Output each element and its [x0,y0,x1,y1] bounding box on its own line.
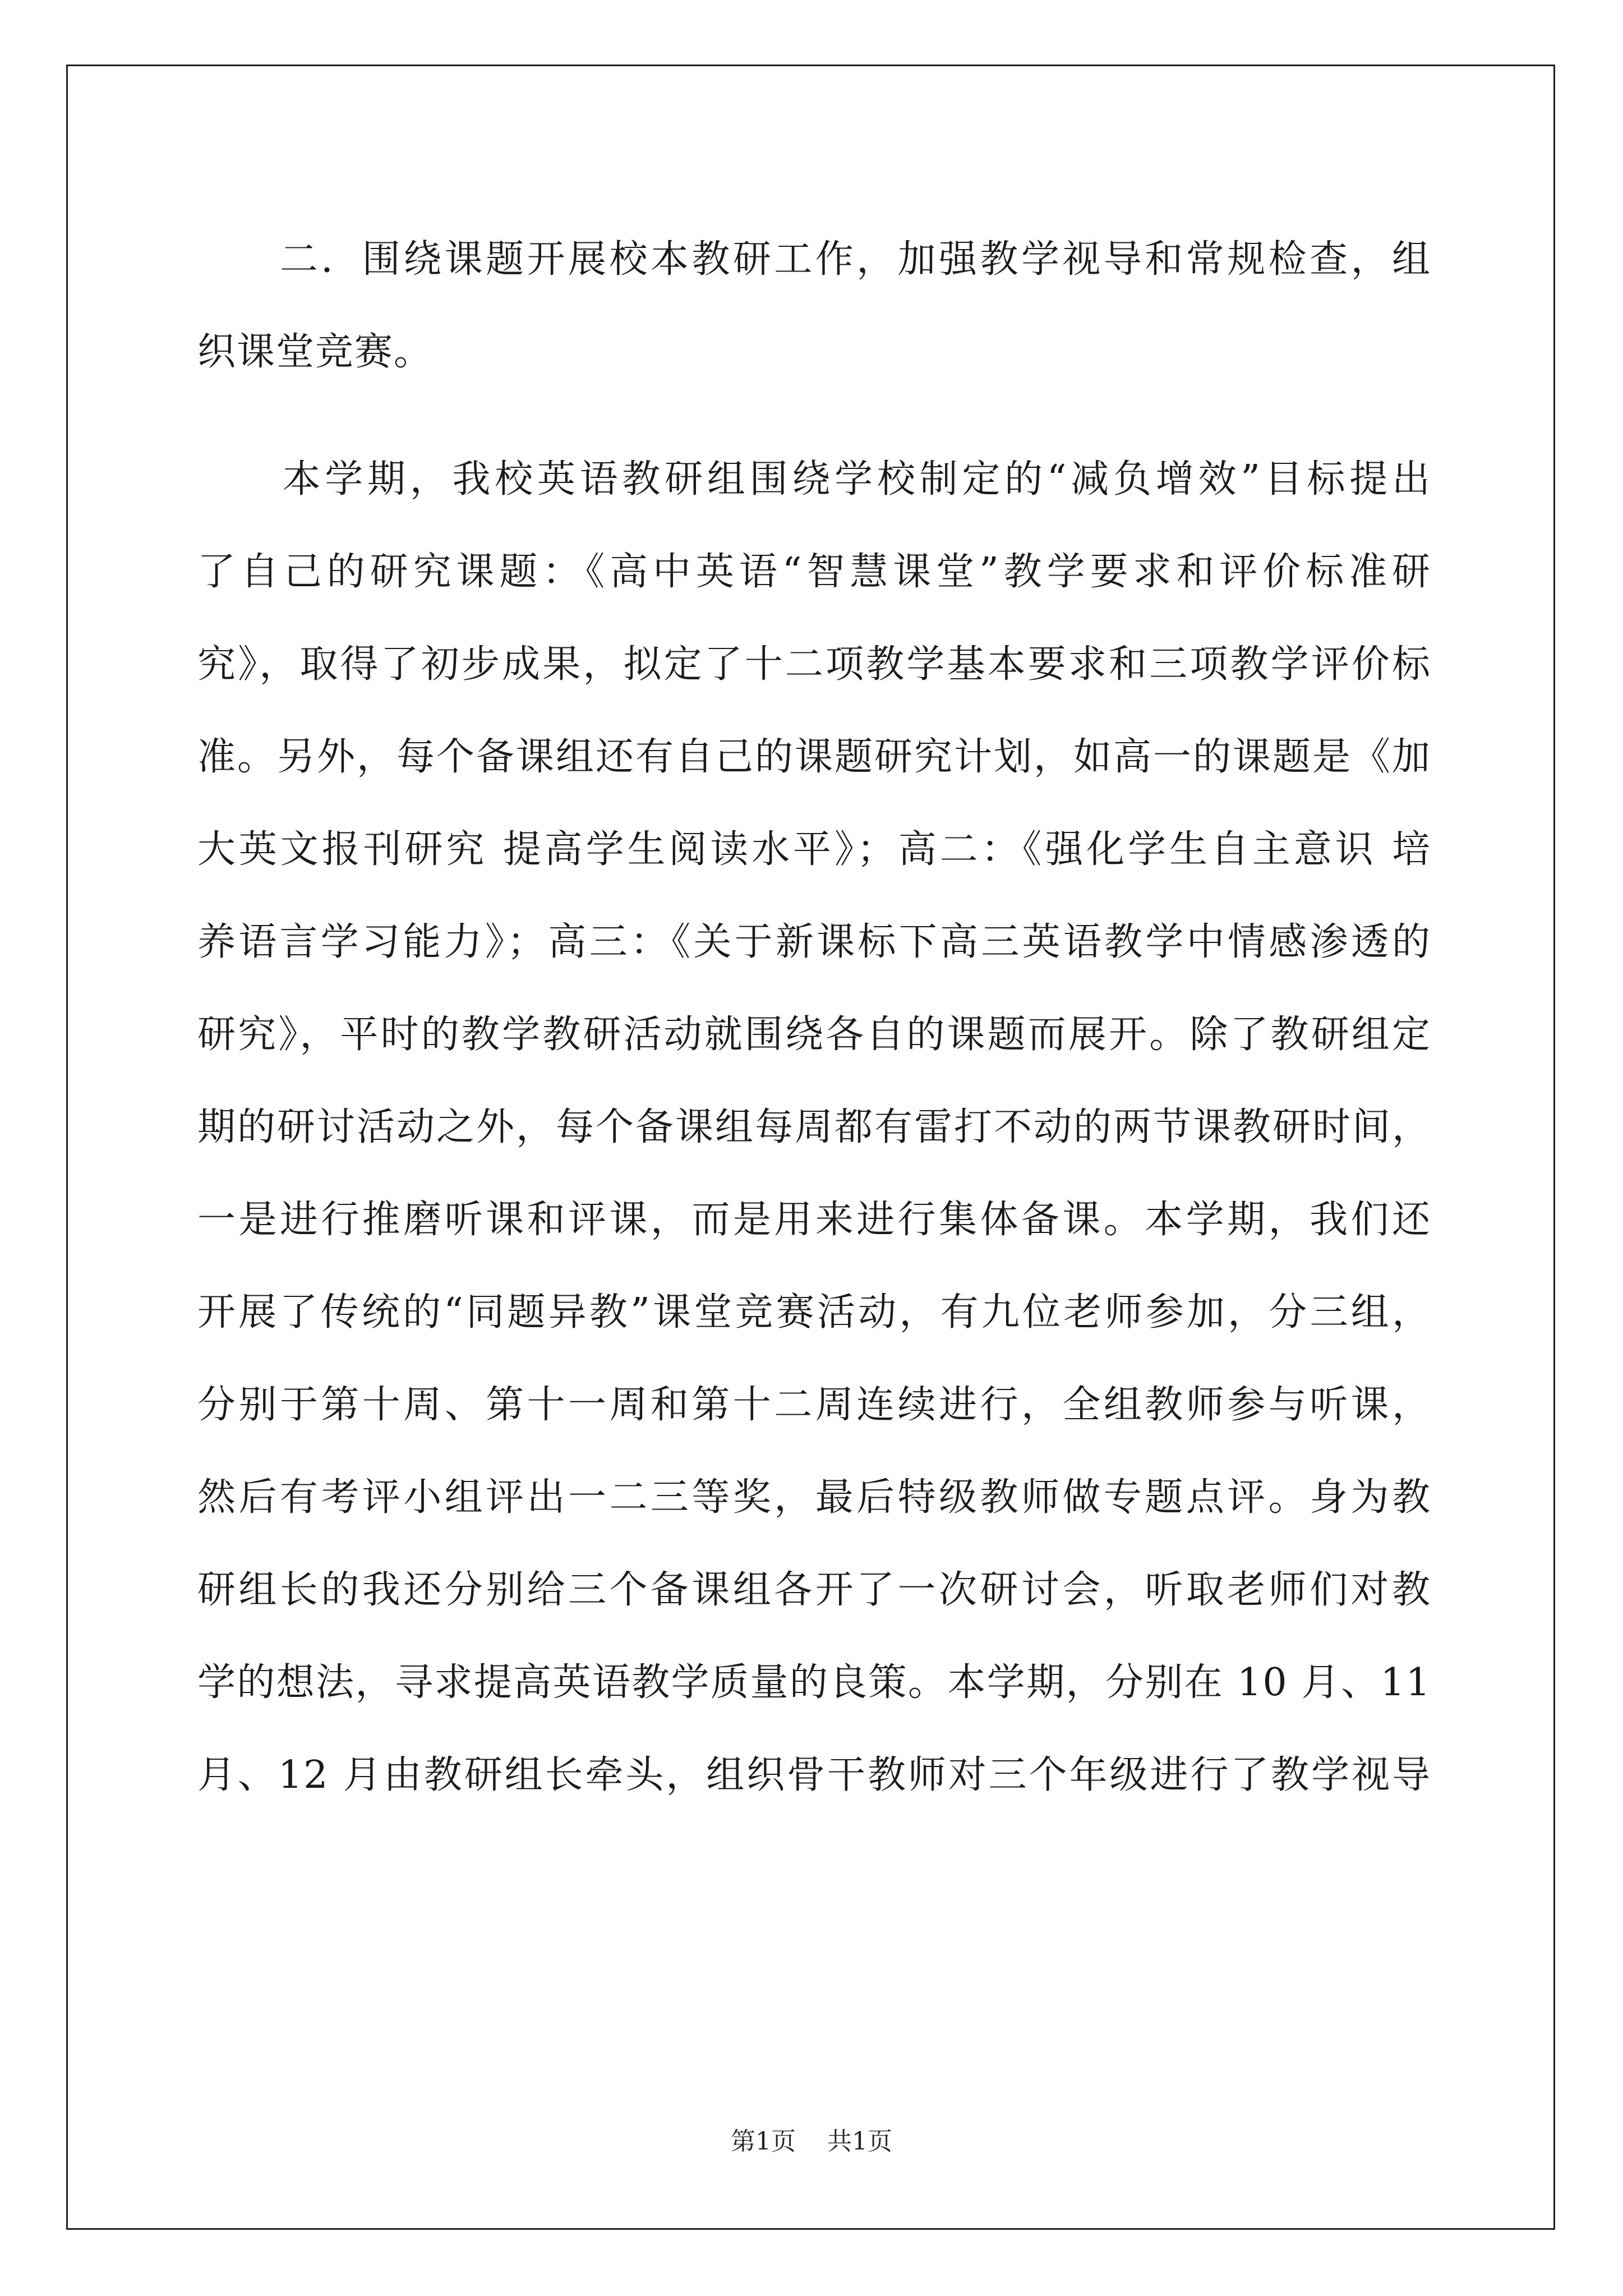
text-line: 本学期，我校英语教研组围绕学校制定的“减负增效”目标提出 [197,457,1431,501]
page-footer: 第1页 共1页 [731,2127,892,2156]
text-line: 一是进行推磨听课和评课，而是用来进行集体备课。本学期，我们还 [197,1198,1431,1242]
text-line: 研组长的我还分别给三个备课组各开了一次研讨会，听取老师们对教 [197,1568,1431,1612]
text-line: 大英文报刊研究 提高学生阅读水平》；高二：《强化学生自主意识 培 [197,827,1431,872]
text-line: 学的想法，寻求提高英语教学质量的良策。本学期，分别在 10 月、11 [197,1660,1431,1705]
text-line: 期的研讨活动之外，每个备课组每周都有雷打不动的两节课教研时间， [197,1105,1431,1149]
text-line: 月、12 月由教研组长牵头，组织骨干教师对三个年级进行了教学视导 [197,1753,1431,1797]
text-line: 了自己的研究课题：《高中英语“智慧课堂”教学要求和评价标准研 [197,550,1431,594]
text-line: 研究》，平时的教学教研活动就围绕各自的课题而展开。除了教研组定 [197,1013,1431,1057]
text-line: 分别于第十周、第十一周和第十二周连续进行，全组教师参与听课， [197,1383,1431,1427]
document-body [197,213,1431,1821]
text-line: 准。另外，每个备课组还有自己的课题研究计划，如高一的课题是《加 [197,735,1431,779]
paragraph-heading [197,213,1431,398]
text-line: 养语言学习能力》；高三：《关于新课标下高三英语教学中情感渗透的 [197,920,1431,964]
text-line: 二．围绕课题开展校本教研工作，加强教学视导和常规检查，组 [197,237,1431,282]
text-line: 究》，取得了初步成果，拟定了十二项教学基本要求和三项教学评价标 [197,642,1431,687]
text-line: 织课堂竞赛。 [197,330,434,374]
text-line: 然后有考评小组评出一二三等奖，最后特级教师做专题点评。身为教 [197,1475,1431,1520]
paragraph-body [197,433,1431,1821]
text-line: 开展了传统的“同题异教”课堂竞赛活动，有九位老师参加，分三组， [197,1290,1431,1335]
